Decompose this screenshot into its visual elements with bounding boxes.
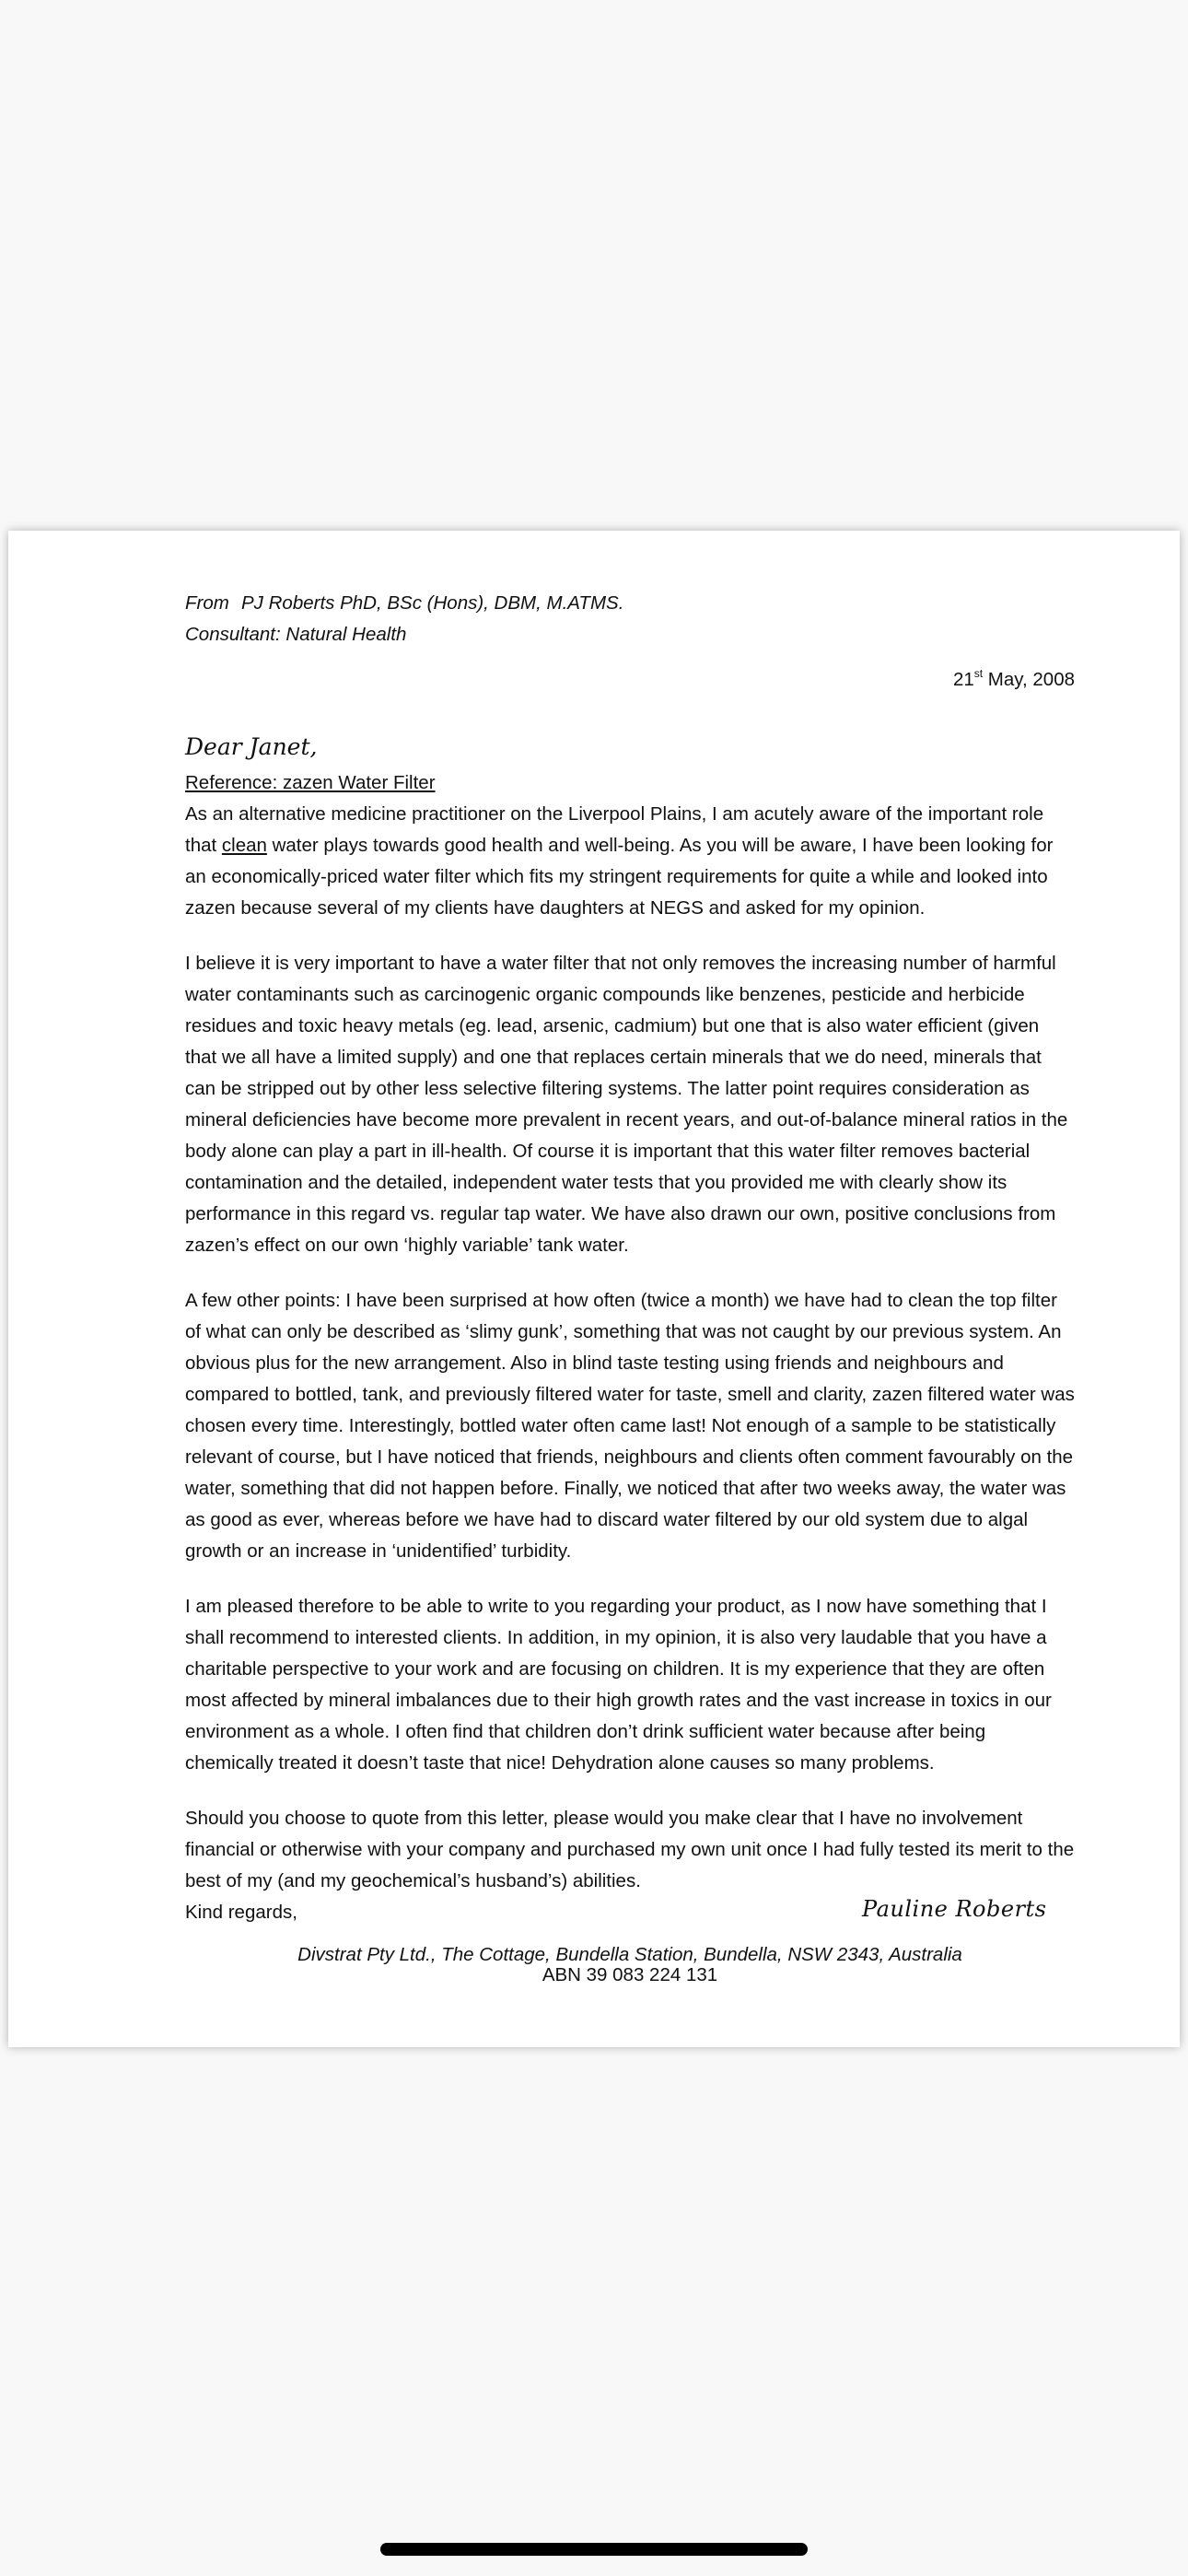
letter-body — [185, 588, 1075, 1985]
salutation: Dear Janet, — [185, 733, 318, 760]
from-label: From — [185, 592, 229, 614]
paragraph-1-end: water plays towards good health and well-being. As you will be aware, I have been looking for an economically-priced water filter which fits my stringent requirements for quite a while and looked into zazen because several of my clients have daughters at NEGS and asked for my opinion. — [185, 835, 1054, 919]
signature: Pauline Roberts — [862, 1896, 1047, 1922]
letter-footer — [185, 1945, 1075, 1985]
paragraph-4: I am pleased therefore to be able to write to you regarding your product, as I now have something that I shall recommend to interested clients. In addition, in my opinion, it is also very laudable that you have a charitable perspective to your work and are focusing on children. It is my experience that they are often most affected by mineral imbalances due to their high growth rates and the vast increase in toxics in our environment as a whole. I often find that children don’t drink sufficient water because after being chemically treated it doesn’t taste that nice! Dehydration alone causes so many problems. — [185, 1596, 1052, 1774]
from-line — [185, 588, 1075, 619]
underlined-word: clean — [221, 835, 267, 856]
footer-address: Divstrat Pty Ltd., The Cottage, Bundella Station, Bundella, NSW 2343, Australia — [297, 1944, 962, 1965]
closing: Kind regards, — [185, 1902, 297, 1923]
consultant-line: Consultant: Natural Health — [185, 624, 407, 645]
paragraph-2: I believe it is very important to have a water filter that not only removes the increasing number of harmful water contaminants such as carcinogenic organic compounds like benzenes, pesticide and herbicide residues and toxic heavy metals (eg. lead, arsenic, cadmium) but one that is also water efficient (given that we all have a limited supply) and one that replaces certain minerals that we do need, minerals that can be stripped out by other less selective filtering systems. The latter point requires consideration as mineral deficiencies have become more prevalent in recent years, and out-of-balance mineral ratios in the body alone can play a part in ill-health. Of course it is important that this water filter removes bacterial contamination and the detailed, independent water tests that you provided me with clearly show its performance in this regard vs. regular tap water. We have also drawn our own, positive conclusions from zazen’s effect on our own ‘highly variable’ tank water. — [185, 953, 1068, 1256]
reference-line: Reference: zazen Water Filter — [185, 772, 436, 793]
date-rest: May, 2008 — [983, 669, 1075, 690]
document-page — [8, 531, 1180, 2047]
from-name: PJ Roberts PhD, BSc (Hons), DBM, M.ATMS. — [241, 592, 624, 614]
footer-abn: ABN 39 083 224 131 — [542, 1964, 718, 1985]
home-indicator[interactable] — [380, 2543, 808, 2556]
date-day: 21 — [952, 669, 974, 690]
paragraph-1-start: As an alternative medicine practitioner on the Liverpool Plains, I am acutely aware of the important role that — [185, 803, 1044, 856]
paragraph-3: A few other points: I have been surprised at how often (twice a month) we have had to clean the top filter of what can only be described as ‘slimy gunk’, something that was not caught by our previous system. An obvious plus for the new arrangement. Also in blind taste testing using friends and neighbours and compared to bottled, tank, and previously filtered water for taste, smell and clarity, zazen filtered water was chosen every time. Interestingly, bottled water often came last! Not enough of a sample to be statistically relevant of course, but I have noticed that friends, neighbours and clients often comment favourably on the water, something that did not happen before. Finally, we noticed that after two weeks away, the water was as good as ever, whereas before we have had to discard water filtered by our old system due to algal growth or an increase in ‘unidentified’ turbidity. — [185, 1290, 1075, 1562]
paragraph-1 — [185, 799, 1075, 924]
date-suffix: st — [973, 667, 984, 680]
closing-row — [185, 1897, 1075, 1928]
letter-date — [185, 664, 1075, 696]
paragraph-5: Should you choose to quote from this letter, please would you make clear that I have no involvement financial or otherwise with your company and purchased my own unit once I had fully tested its merit to the best of my (and my geochemical’s husband’s) abilities. — [185, 1808, 1075, 1891]
